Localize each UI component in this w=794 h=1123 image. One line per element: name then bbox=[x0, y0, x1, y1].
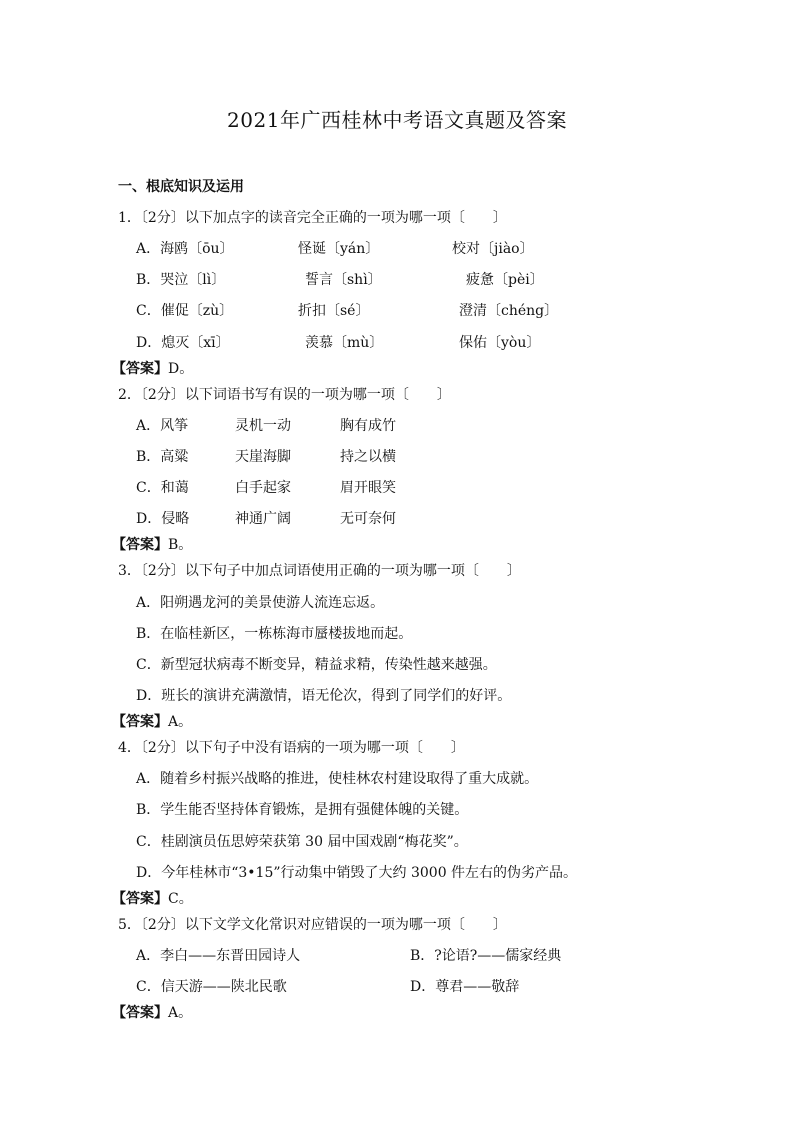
q2-option-d-word3: 无可奈何 bbox=[340, 511, 396, 527]
q2-option-a-word2: 灵机一动 bbox=[235, 418, 291, 434]
q2-answer: 【答案】B。 bbox=[112, 537, 193, 553]
q3-answer: 【答案】A。 bbox=[112, 714, 193, 730]
q1-option-d-word2: 羡慕〔mù〕 bbox=[305, 335, 384, 351]
q4-option-d: D．今年桂林市“3•15”行动集中销毁了大约 3000 件左右的伪劣产品。 bbox=[136, 865, 578, 881]
q2-option-c-word2: 白手起家 bbox=[235, 480, 291, 496]
q5-option-d: D．尊君——敬辞 bbox=[410, 979, 520, 995]
q1-option-c-word3: 澄清〔chéng〕 bbox=[459, 303, 559, 319]
q3-option-d: D．班长的演讲充满激情，语无伦次，得到了同学们的好评。 bbox=[136, 688, 512, 704]
q4-option-c: C．桂剧演员伍思婷荣获第 30 届中国戏剧“梅花奖”。 bbox=[136, 834, 468, 850]
q1-option-a-word2: 怪诞〔yán〕 bbox=[298, 241, 380, 257]
q5-option-b: B．?论语?——儒家经典 bbox=[410, 948, 562, 964]
q1-option-d-word3: 保佑〔yòu〕 bbox=[459, 335, 541, 351]
q2-option-b-word3: 持之以横 bbox=[340, 449, 396, 465]
q1-answer: 【答案】D。 bbox=[112, 361, 194, 377]
q1-option-b-word3: 疲惫〔pèi〕 bbox=[466, 272, 544, 288]
q2-option-d-word1: D．侵略 bbox=[136, 511, 190, 527]
q2-option-c-word3: 眉开眼笑 bbox=[340, 480, 396, 496]
q2-option-c-word1: C．和蔼 bbox=[136, 480, 189, 496]
q1-option-d-word1: D．熄灭〔xī〕 bbox=[136, 335, 230, 351]
q2-option-d-word2: 神通广阔 bbox=[235, 511, 291, 527]
q5-option-a: A．李白——东晋田园诗人 bbox=[136, 948, 301, 964]
question-2-stem: 2．〔2分〕以下词语书写有误的一项为哪一项〔 〕 bbox=[118, 387, 451, 403]
q2-option-b-word1: B．高粱 bbox=[136, 449, 189, 465]
q5-answer: 【答案】A。 bbox=[112, 1005, 193, 1021]
q4-answer: 【答案】C。 bbox=[112, 891, 193, 907]
q3-option-a: A．阳朔遇龙河的美景使游人流连忘返。 bbox=[136, 595, 385, 611]
q2-option-a-word3: 胸有成竹 bbox=[340, 418, 396, 434]
page-title: 2021年广西桂林中考语文真题及答案 bbox=[227, 108, 567, 132]
q1-option-a-word1: A．海鸥〔ōu〕 bbox=[136, 241, 234, 257]
q1-option-c-word1: C．催促〔zù〕 bbox=[136, 303, 234, 319]
q1-option-b-word2: 誓言〔shì〕 bbox=[305, 272, 382, 288]
q4-option-b: B．学生能否坚持体育锻炼，是拥有强健体魄的关键。 bbox=[136, 802, 469, 818]
q2-option-a-word1: A．风筝 bbox=[136, 418, 189, 434]
question-4-stem: 4．〔2分〕以下句子中没有语病的一项为哪一项〔 〕 bbox=[118, 740, 465, 756]
q2-option-b-word2: 天崖海脚 bbox=[235, 449, 291, 465]
q3-option-b: B．在临桂新区，一栋栋海市蜃楼拔地而起。 bbox=[136, 626, 413, 642]
section-heading: 一、根底知识及运用 bbox=[118, 179, 244, 195]
q3-option-c: C．新型冠状病毒不断变异，精益求精，传染性越来越强。 bbox=[136, 657, 497, 673]
question-1-stem: 1．〔2分〕以下加点字的读音完全正确的一项为哪一项〔 〕 bbox=[118, 210, 507, 226]
q1-option-a-word3: 校对〔jiào〕 bbox=[452, 241, 534, 257]
q4-option-a: A．随着乡村振兴战略的推进，使桂林农村建设取得了重大成就。 bbox=[136, 771, 539, 787]
question-3-stem: 3．〔2分〕以下句子中加点词语使用正确的一项为哪一项〔 〕 bbox=[118, 563, 521, 579]
q1-option-c-word2: 折扣〔sé〕 bbox=[298, 303, 370, 319]
q5-option-c: C．信天游——陕北民歌 bbox=[136, 979, 287, 995]
question-5-stem: 5．〔2分〕以下文学文化常识对应错误的一项为哪一项〔 〕 bbox=[118, 917, 507, 933]
q1-option-b-word1: B．哭泣〔lì〕 bbox=[136, 272, 226, 288]
